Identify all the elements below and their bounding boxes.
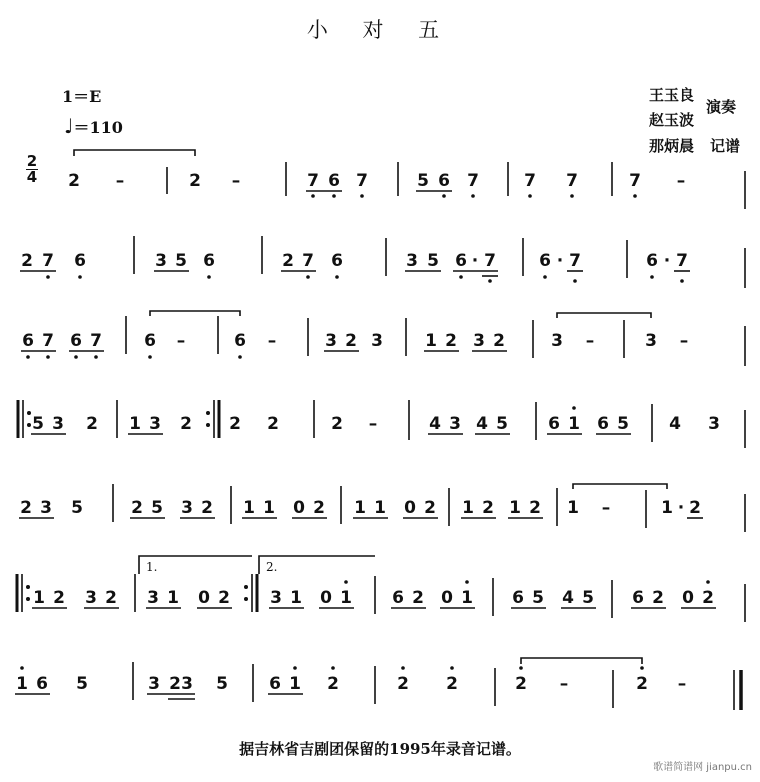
svg-text:6: 6 [539, 251, 551, 271]
svg-text:4: 4 [669, 414, 681, 434]
svg-text:5: 5 [427, 251, 439, 271]
svg-text:2: 2 [267, 414, 279, 434]
score-row-4 [32, 414, 720, 434]
svg-text:1: 1 [167, 588, 179, 608]
svg-text:6: 6 [548, 414, 560, 434]
svg-text:3: 3 [181, 674, 193, 694]
svg-text:1: 1 [16, 674, 28, 694]
svg-text:3: 3 [181, 498, 193, 518]
note: 6 [438, 171, 450, 191]
svg-text:1: 1 [340, 588, 352, 608]
svg-text:6: 6 [144, 331, 156, 351]
svg-text:5: 5 [532, 588, 544, 608]
svg-text:3: 3 [149, 414, 161, 434]
svg-text:6: 6 [646, 251, 658, 271]
svg-text:6: 6 [36, 674, 48, 694]
note: 7 [356, 171, 368, 191]
svg-text:–: – [267, 331, 277, 351]
svg-text:1: 1 [567, 498, 579, 518]
score-row-7 [16, 674, 686, 694]
svg-text:6: 6 [392, 588, 404, 608]
svg-text:–: – [677, 674, 687, 694]
svg-text:5: 5 [617, 414, 629, 434]
svg-text:7: 7 [42, 251, 54, 271]
score-row-3-lines [21, 311, 745, 366]
source-note: 据吉林省吉剧团保留的1995年录音记谱。 [239, 740, 521, 758]
note: 7 [629, 171, 641, 191]
svg-text:5: 5 [582, 588, 594, 608]
score-row-7-dots [20, 666, 644, 670]
svg-text:7: 7 [569, 251, 581, 271]
svg-text:6: 6 [512, 588, 524, 608]
svg-text:4: 4 [476, 414, 488, 434]
svg-text:·: · [556, 251, 564, 271]
svg-text:3: 3 [270, 588, 282, 608]
tie [573, 484, 667, 489]
svg-text:2: 2 [313, 498, 325, 518]
score-row-2 [21, 251, 688, 271]
svg-text:–: – [679, 331, 689, 351]
svg-text:2: 2 [702, 588, 714, 608]
svg-text:3: 3 [85, 588, 97, 608]
svg-text:–: – [176, 331, 186, 351]
svg-text:2: 2 [345, 331, 357, 351]
score-row-1-lines [74, 150, 745, 209]
svg-text:1: 1 [462, 498, 474, 518]
score-row-3 [22, 331, 688, 351]
svg-text:2: 2 [515, 674, 527, 694]
page-title: 小 对 五 [306, 18, 454, 42]
performer-2: 赵玉波 [649, 111, 695, 129]
svg-text:1: 1 [374, 498, 386, 518]
svg-text:2: 2 [397, 674, 409, 694]
svg-text:3: 3 [708, 414, 720, 434]
svg-text:4: 4 [429, 414, 441, 434]
time-signature-bottom: 4 [26, 168, 38, 186]
svg-text:2: 2 [493, 331, 505, 351]
svg-text:3: 3 [40, 498, 52, 518]
svg-text:–: – [585, 331, 595, 351]
note: 6 [328, 171, 340, 191]
svg-text:5: 5 [496, 414, 508, 434]
svg-text:2: 2 [131, 498, 143, 518]
key-signature: 1＝E [62, 87, 102, 106]
note: 7 [467, 171, 479, 191]
svg-text:5: 5 [151, 498, 163, 518]
svg-text:2: 2 [636, 674, 648, 694]
svg-text:–: – [601, 498, 611, 518]
volta-1-label: 1. [146, 560, 158, 574]
svg-text:1: 1 [289, 674, 301, 694]
svg-text:1: 1 [290, 588, 302, 608]
note: 7 [307, 171, 319, 191]
svg-text:3: 3 [325, 331, 337, 351]
svg-text:·: · [663, 251, 671, 271]
tie [74, 150, 195, 156]
svg-text:1: 1 [129, 414, 141, 434]
svg-text:2: 2 [229, 414, 241, 434]
svg-text:1: 1 [568, 414, 580, 434]
svg-text:2: 2 [105, 588, 117, 608]
svg-text:6: 6 [234, 331, 246, 351]
performer-1: 王玉良 [649, 86, 695, 104]
svg-text:2: 2 [53, 588, 65, 608]
svg-text:6: 6 [74, 251, 86, 271]
svg-text:6: 6 [455, 251, 467, 271]
svg-text:2: 2 [86, 414, 98, 434]
svg-text:1: 1 [461, 588, 473, 608]
svg-text:6: 6 [597, 414, 609, 434]
svg-text:·: · [677, 498, 685, 518]
score-row-1-dots [311, 194, 637, 198]
svg-text:1: 1 [509, 498, 521, 518]
svg-text:1: 1 [661, 498, 673, 518]
svg-text:0: 0 [441, 588, 453, 608]
svg-text:4: 4 [562, 588, 574, 608]
tie [150, 311, 240, 316]
svg-text:3: 3 [551, 331, 563, 351]
svg-text:0: 0 [198, 588, 210, 608]
score-row-4-lines [18, 400, 745, 448]
svg-text:7: 7 [676, 251, 688, 271]
svg-text:6: 6 [269, 674, 281, 694]
svg-text:·: · [471, 251, 479, 271]
svg-text:3: 3 [148, 674, 160, 694]
svg-text:2: 2 [482, 498, 494, 518]
svg-text:–: – [368, 414, 378, 434]
score-row-2-lines [20, 236, 745, 288]
svg-text:0: 0 [682, 588, 694, 608]
svg-text:2: 2 [529, 498, 541, 518]
tie [557, 313, 651, 318]
svg-text:7: 7 [90, 331, 102, 351]
svg-text:6: 6 [203, 251, 215, 271]
svg-text:2: 2 [652, 588, 664, 608]
quarter-note-icon: ♩ [64, 114, 74, 138]
svg-text:3: 3 [155, 251, 167, 271]
score-row-6-dots [26, 580, 710, 601]
svg-text:5: 5 [32, 414, 44, 434]
score-row-1 [68, 171, 685, 191]
svg-text:3: 3 [147, 588, 159, 608]
note: 2 [189, 171, 201, 191]
dash: – [676, 171, 686, 191]
svg-text:2: 2 [689, 498, 701, 518]
svg-text:0: 0 [320, 588, 332, 608]
note: 2 [68, 171, 80, 191]
score-row-2-dots [46, 275, 684, 283]
svg-text:2: 2 [327, 674, 339, 694]
dash: – [231, 171, 241, 191]
svg-text:5: 5 [76, 674, 88, 694]
time-signature-top: 2 [26, 152, 38, 170]
tempo-marking: ♩＝110 [64, 114, 123, 138]
svg-text:1: 1 [354, 498, 366, 518]
svg-text:2: 2 [169, 674, 181, 694]
svg-text:2: 2 [412, 588, 424, 608]
svg-text:2: 2 [180, 414, 192, 434]
svg-text:2: 2 [21, 251, 33, 271]
svg-text:2: 2 [201, 498, 213, 518]
svg-text:5: 5 [71, 498, 83, 518]
notated-label: 记谱 [710, 137, 741, 155]
svg-text:2: 2 [445, 331, 457, 351]
svg-text:2: 2 [20, 498, 32, 518]
svg-text:1: 1 [263, 498, 275, 518]
note: 7 [566, 171, 578, 191]
svg-text:1: 1 [425, 331, 437, 351]
score-row-7-lines [15, 658, 741, 710]
score-row-3-dots [26, 355, 242, 359]
svg-text:1: 1 [243, 498, 255, 518]
svg-text:7: 7 [42, 331, 54, 351]
performed-label: 演奏 [706, 98, 737, 116]
svg-text:6: 6 [22, 331, 34, 351]
svg-text:5: 5 [216, 674, 228, 694]
svg-text:7: 7 [484, 251, 496, 271]
svg-text:–: – [559, 674, 569, 694]
tie [521, 658, 642, 664]
svg-text:2: 2 [331, 414, 343, 434]
svg-text:0: 0 [293, 498, 305, 518]
volta-2-label: 2. [266, 560, 278, 574]
svg-text:7: 7 [302, 251, 314, 271]
svg-text:5: 5 [175, 251, 187, 271]
svg-text:3: 3 [473, 331, 485, 351]
note: 5 [417, 171, 429, 191]
svg-text:6: 6 [632, 588, 644, 608]
svg-text:6: 6 [331, 251, 343, 271]
svg-text:2: 2 [424, 498, 436, 518]
svg-text:3: 3 [371, 331, 383, 351]
svg-text:3: 3 [449, 414, 461, 434]
svg-text:3: 3 [645, 331, 657, 351]
svg-text:2: 2 [446, 674, 458, 694]
notator: 那炳晨 [649, 137, 695, 155]
svg-text:2: 2 [218, 588, 230, 608]
svg-text:6: 6 [70, 331, 82, 351]
dash: – [115, 171, 125, 191]
svg-text:3: 3 [52, 414, 64, 434]
svg-text:0: 0 [404, 498, 416, 518]
svg-text:3: 3 [406, 251, 418, 271]
svg-text:1: 1 [33, 588, 45, 608]
watermark: 歌谱简谱网 jianpu.cn [653, 762, 752, 773]
svg-text:2: 2 [282, 251, 294, 271]
score-row-4-dots [27, 406, 576, 427]
score-row-5 [20, 498, 701, 518]
note: 7 [524, 171, 536, 191]
